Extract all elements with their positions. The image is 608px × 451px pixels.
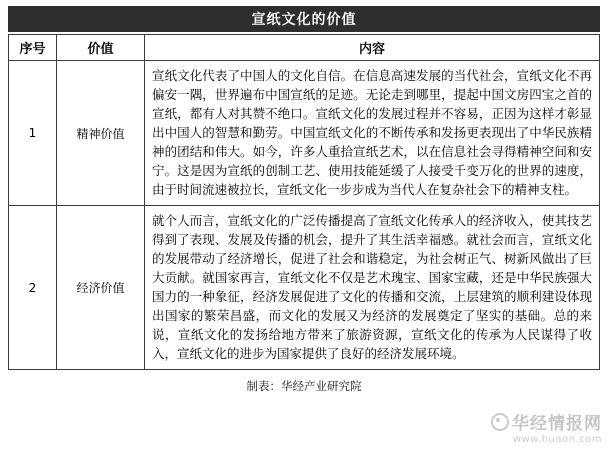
page-title-text: 宣纸文化的价值 [251,12,357,28]
watermark-url: www.huaon.com [512,434,602,445]
row-value: 精神价值 [57,61,145,206]
table-row [9,206,600,370]
row-index: 2 [9,206,57,370]
watermark-brand-text: 华经情报网 [512,414,602,435]
table-header-row [9,35,600,61]
source-note-text: 制表：华经产业研究院 [246,379,362,393]
value-table [8,34,600,370]
table-row [9,61,600,206]
globe-icon [491,413,509,431]
watermark-brand [491,413,602,434]
table-header-value: 价值 [57,35,145,61]
row-content: 宣纸文化代表了中国人的文化自信。在信息高速发展的当代社会，宣纸文化不再偏安一隅，世界遍布中国宣纸的足迹。无论走到哪里，提起中国文房四宝之首的宣纸，都有人对其赞不绝口。宣纸文化的发展过程并不容易，正因为这样才彰显出中国人的智慧和勤劳。中国宣纸文化的不断传承和发扬更表现出了中华民族精神的团结和伟大。如今，许多人重拾宣纸艺术，以在信息社会寻得精神空间和安宁。这是因为宣纸的创制工艺、使用技能延缓了人接受千变万化的世界的速度，由于时间流速被拉长，宣纸文化一步步成为当代人在复杂社会下的精神支柱。 [145,61,600,206]
table-header-index: 序号 [9,35,57,61]
row-content: 就个人而言，宣纸文化的广泛传播提高了宣纸文化传承人的经济收入，使其技艺得到了表现、发展及传播的机会，提升了其生活幸福感。就社会而言，宣纸文化的发展带动了经济增长，促进了社会和谐稳定，为社会树正气、树新风做出了巨大贡献。就国家再言，宣纸文化不仅是艺术瑰宝、国家宝藏，还是中华民族强大国力的一种象征，经济发展促进了文化的传播和交流，上层建筑的顺利建设体现出国家的繁荣昌盛，而文化的发展又为经济的发展奠定了坚实的基础。总的来说，宣纸文化的发扬给地方带来了旅游资源，宣纸文化的传承为人民谋得了收入，宣纸文化的进步为国家提供了良好的经济发展环境。 [145,206,600,370]
row-value: 经济价值 [57,206,145,370]
source-note [8,377,600,395]
table-header-content: 内容 [145,35,600,61]
page-title [8,6,600,32]
row-index: 1 [9,61,57,206]
watermark [491,413,602,445]
